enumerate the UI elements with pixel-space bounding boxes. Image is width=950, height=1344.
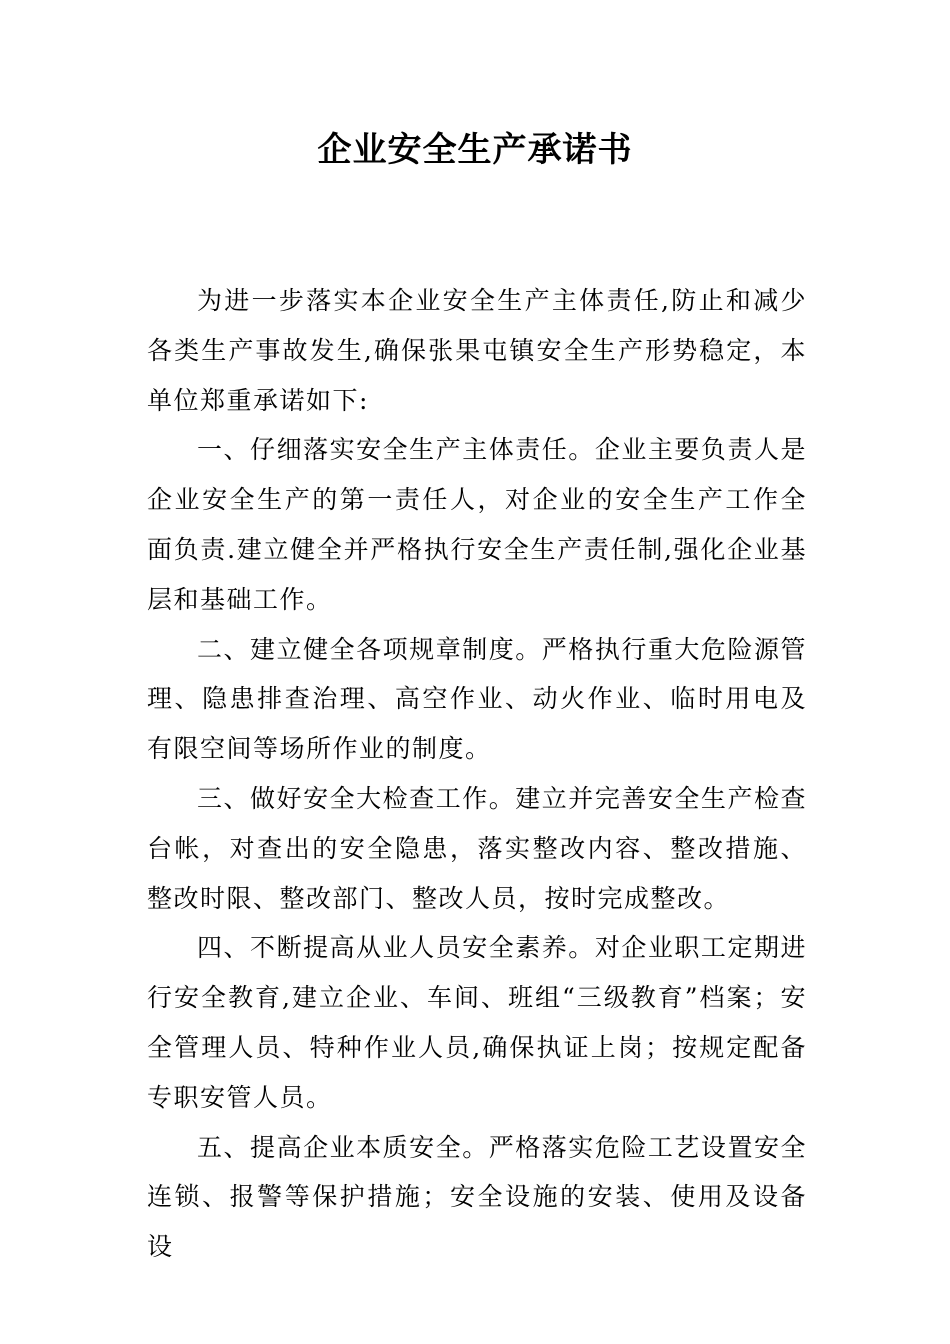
paragraph-4: 四、不断提高从业人员安全素养。对企业职工定期进行安全教育,建立企业、车间、班组“三级教育”档案；安全管理人员、特种作业人员,确保执证上岗；按规定配备专职安管人员。 <box>147 933 807 1112</box>
paragraph-1: 一、仔细落实安全生产主体责任。企业主要负责人是企业安全生产的第一责任人，对企业的安全生产工作全面负责.建立健全并严格执行安全生产责任制,强化企业基层和基础工作。 <box>147 435 807 614</box>
document-body <box>147 276 807 1272</box>
paragraph-3: 三、做好安全大检查工作。建立并完善安全生产检查台帐，对查出的安全隐患，落实整改内容、整改措施、整改时限、整改部门、整改人员，按时完成整改。 <box>147 783 807 913</box>
document-title: 企业安全生产承诺书 <box>317 130 633 170</box>
paragraph-2: 二、建立健全各项规章制度。严格执行重大危险源管理、隐患排查治理、高空作业、动火作业、临时用电及有限空间等场所作业的制度。 <box>147 634 807 764</box>
intro-paragraph: 为进一步落实本企业安全生产主体责任,防止和减少各类生产事故发生,确保张果屯镇安全生产形势稳定，本单位郑重承诺如下: <box>147 286 807 415</box>
paragraph-5: 五、提高企业本质安全。严格落实危险工艺设置安全连锁、报警等保护措施；安全设施的安装、使用及设备设 <box>147 1132 807 1262</box>
